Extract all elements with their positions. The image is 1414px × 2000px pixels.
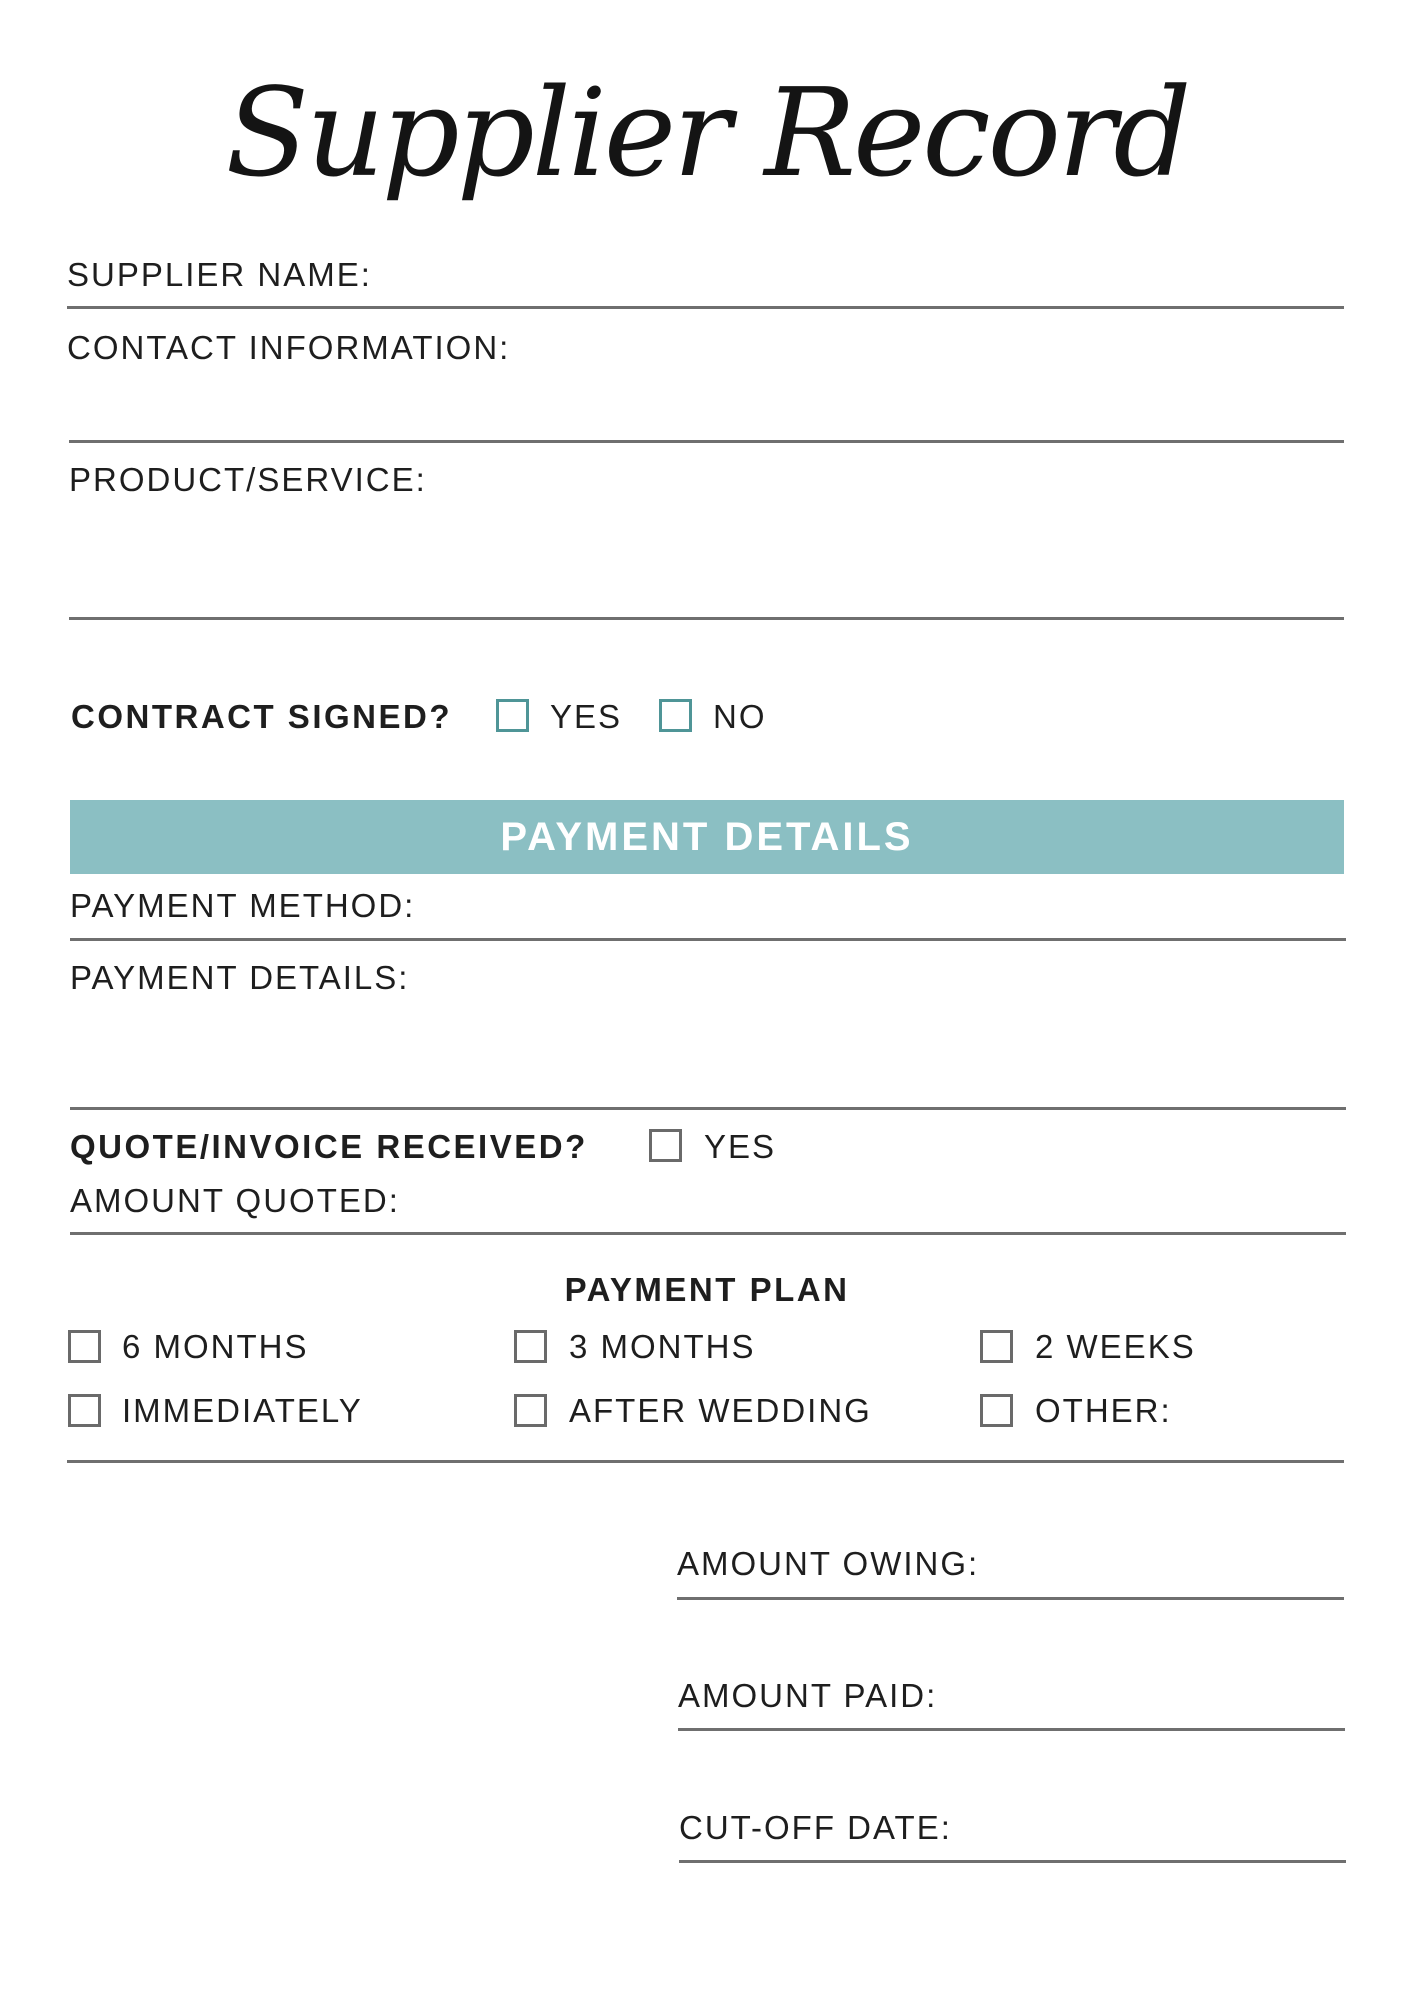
payment-plan-line[interactable]	[67, 1460, 1344, 1463]
contract-no-checkbox[interactable]	[659, 699, 692, 732]
amount-quoted-label: AMOUNT QUOTED:	[70, 1182, 400, 1219]
contact-information-label: CONTACT INFORMATION:	[67, 329, 511, 366]
plan-after-wedding-label: AFTER WEDDING	[569, 1392, 872, 1429]
contract-signed-label: CONTRACT SIGNED?	[71, 698, 452, 735]
payment-details-label: PAYMENT DETAILS:	[70, 959, 410, 996]
amount-paid-label: AMOUNT PAID:	[678, 1677, 938, 1714]
payment-method-line[interactable]	[70, 938, 1346, 941]
payment-method-label: PAYMENT METHOD:	[70, 887, 416, 924]
contract-no-label: NO	[713, 698, 767, 735]
product-service-line[interactable]	[69, 617, 1344, 620]
supplier-name-line[interactable]	[67, 306, 1344, 309]
supplier-name-label: SUPPLIER NAME:	[67, 256, 372, 293]
amount-owing-label: AMOUNT OWING:	[677, 1545, 980, 1582]
plan-immediately-label: IMMEDIATELY	[122, 1392, 363, 1429]
plan-other-checkbox[interactable]	[980, 1394, 1013, 1427]
plan-6-months-label: 6 MONTHS	[122, 1328, 309, 1365]
payment-details-banner: PAYMENT DETAILS	[70, 800, 1344, 874]
plan-2-weeks-label: 2 WEEKS	[1035, 1328, 1196, 1365]
plan-3-months-checkbox[interactable]	[514, 1330, 547, 1363]
payment-details-line[interactable]	[70, 1107, 1346, 1110]
plan-3-months-label: 3 MONTHS	[569, 1328, 756, 1365]
plan-2-weeks-checkbox[interactable]	[980, 1330, 1013, 1363]
plan-other-label: OTHER:	[1035, 1392, 1172, 1429]
plan-after-wedding-checkbox[interactable]	[514, 1394, 547, 1427]
product-service-label: PRODUCT/SERVICE:	[69, 461, 427, 498]
quote-yes-checkbox[interactable]	[649, 1129, 682, 1162]
amount-owing-line[interactable]	[677, 1597, 1344, 1600]
quote-invoice-label: QUOTE/INVOICE RECEIVED?	[70, 1128, 588, 1165]
cut-off-date-label: CUT-OFF DATE:	[679, 1809, 952, 1846]
page-title: Supplier Record	[225, 62, 1189, 204]
contract-yes-checkbox[interactable]	[496, 699, 529, 732]
contract-yes-label: YES	[550, 698, 623, 735]
plan-6-months-checkbox[interactable]	[68, 1330, 101, 1363]
payment-plan-title: PAYMENT PLAN	[564, 1271, 850, 1308]
amount-quoted-line[interactable]	[70, 1232, 1346, 1235]
plan-immediately-checkbox[interactable]	[68, 1394, 101, 1427]
cut-off-date-line[interactable]	[679, 1860, 1346, 1863]
contact-information-line[interactable]	[69, 440, 1344, 443]
amount-paid-line[interactable]	[678, 1728, 1345, 1731]
quote-yes-label: YES	[704, 1128, 777, 1165]
